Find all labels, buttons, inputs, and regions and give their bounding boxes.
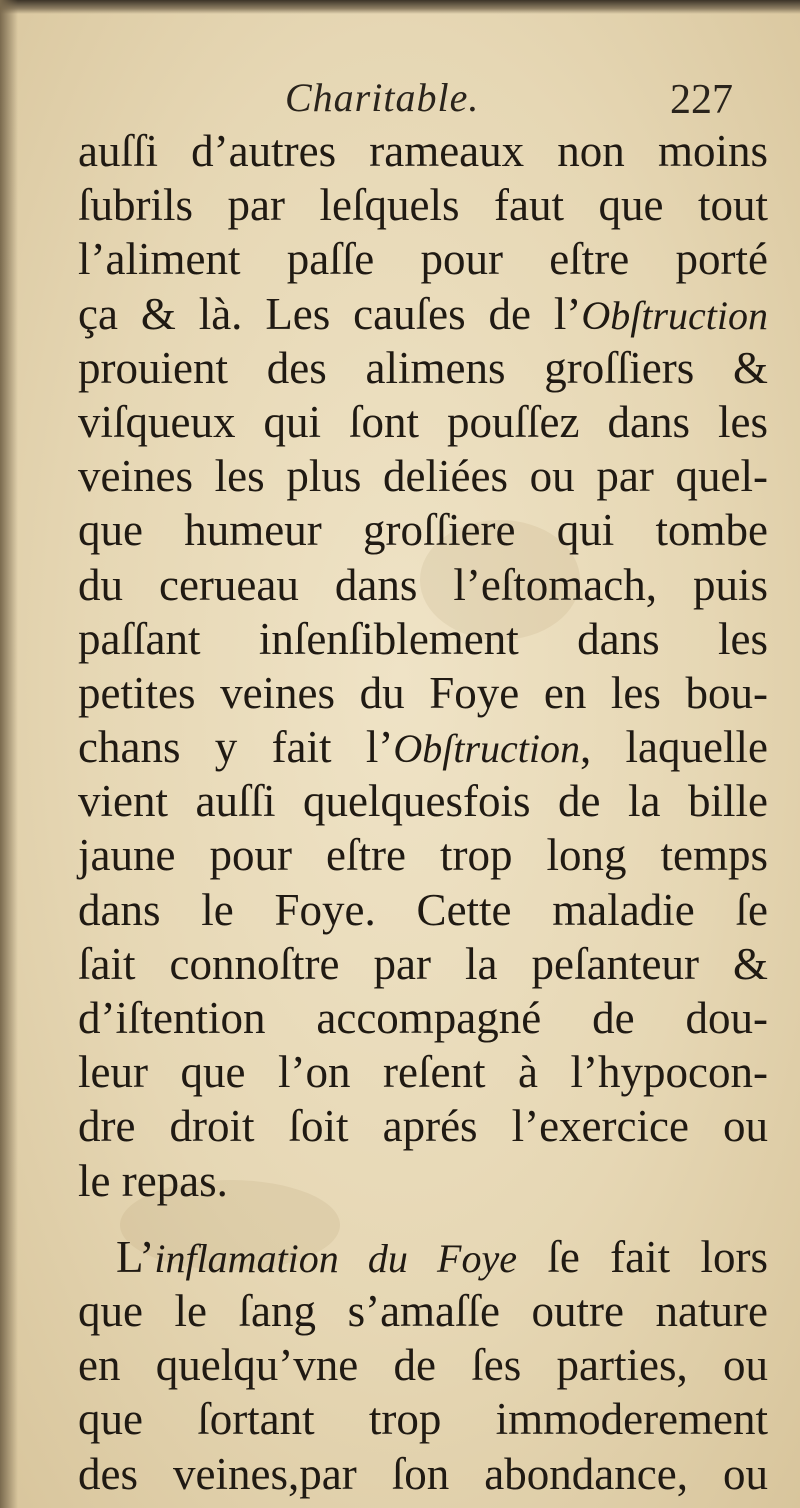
text-line: que le ſang s’amaſſe outre nature bbox=[78, 1285, 768, 1336]
page-top-edge-shadow bbox=[0, 0, 800, 14]
running-title: Charitable. bbox=[285, 75, 480, 120]
italic-term: Obſtruction bbox=[393, 726, 580, 772]
text-line: dre droit ſoit aprés l’exercice ou bbox=[78, 1101, 768, 1152]
page-number: 227 bbox=[670, 77, 733, 123]
text-line: petites veines du Foye en les bou- bbox=[78, 667, 768, 718]
text-line: ſubrils par leſquels faut que tout bbox=[78, 180, 768, 231]
text-line: paſſant inſenſiblement dans les bbox=[78, 613, 768, 664]
text-line: leur que l’on reſent à l’hypocon- bbox=[78, 1047, 768, 1098]
paragraph-1 bbox=[78, 124, 768, 1208]
text-line: ſait connoſtre par la peſanteur & bbox=[78, 938, 768, 989]
text-segment: ça & là. Les cauſes de l’ bbox=[78, 288, 582, 339]
text-line bbox=[78, 287, 768, 341]
italic-term: inflamation du Foye bbox=[154, 1235, 517, 1281]
text-segment: chans y fait l’ bbox=[78, 722, 394, 773]
text-line: le repas. bbox=[78, 1155, 228, 1206]
text-line: que ſortant trop immoderement bbox=[78, 1394, 768, 1445]
text-segment: ſe fait lors bbox=[516, 1231, 768, 1282]
text-segment: , laquelle bbox=[580, 722, 768, 773]
text-line: veines les plus deliées ou par quel- bbox=[78, 451, 768, 502]
paragraph-2 bbox=[78, 1230, 768, 1501]
text-line bbox=[78, 720, 768, 774]
body-text bbox=[78, 124, 768, 1501]
text-line: du cerueau dans l’eſtomach, puis bbox=[78, 559, 768, 610]
text-line: prouient des alimens groſſiers & bbox=[78, 342, 768, 393]
text-line: des veines,par ſon abondance, ou bbox=[78, 1448, 768, 1499]
text-line: auſſi d’autres rameaux non moins bbox=[78, 126, 768, 176]
text-line: que humeur groſſiere qui tombe bbox=[78, 505, 768, 556]
text-line: d’iſtention accompagné de dou- bbox=[78, 993, 768, 1043]
page-binding-shadow bbox=[0, 0, 18, 1508]
text-line: viſqueux qui ſont pouſſez dans les bbox=[78, 396, 768, 447]
text-segment: L’ bbox=[116, 1231, 155, 1282]
paragraph-gap bbox=[78, 1208, 768, 1230]
text-line bbox=[78, 1230, 768, 1284]
italic-term: Obſtruction bbox=[581, 292, 768, 338]
text-line: en quelqu’vne de ſes parties, ou bbox=[78, 1340, 768, 1391]
text-line: l’aliment paſſe pour eſtre porté bbox=[78, 234, 768, 285]
text-line: dans le Foye. Cette maladie ſe bbox=[78, 884, 768, 935]
text-line: jaune pour eſtre trop long temps bbox=[78, 830, 768, 881]
text-line: vient auſſi quelquesfois de la bille bbox=[78, 776, 768, 827]
